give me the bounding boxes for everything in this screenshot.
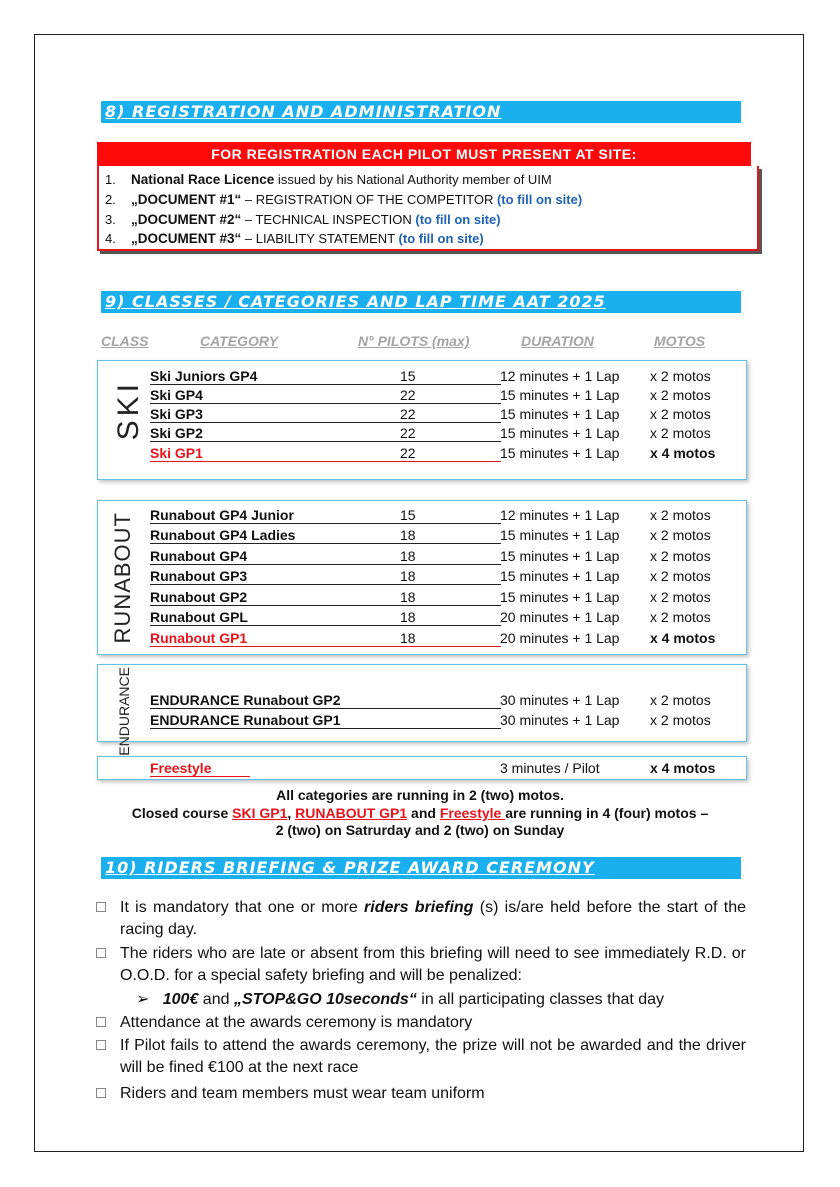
table-row: ENDURANCE Runabout GP2 30 minutes + 1 Lap x 2 motos bbox=[150, 692, 711, 708]
checkbox-icon bbox=[96, 948, 106, 958]
note-line-3: 2 (two) on Satrurday and 2 (two) on Sunday bbox=[275, 822, 565, 838]
registration-item: 2. „DOCUMENT #1“ – REGISTRATION OF THE COMPETITOR (to fill on site) bbox=[105, 192, 583, 207]
note-line-1: All categories are running in 2 (two) motos. bbox=[276, 787, 564, 803]
checkbox-icon bbox=[96, 902, 106, 912]
note-line-2: Closed course SKI GP1, RUNABOUT GP1 and Freestyle are running in 4 (four) motos – bbox=[131, 805, 709, 821]
table-row: Freestyle 3 minutes / Pilot x 4 motos bbox=[150, 760, 716, 776]
checkbox-icon bbox=[96, 1017, 106, 1027]
table-row: Runabout GP4 Ladies 18 15 minutes + 1 Lap x 2 motos bbox=[150, 527, 711, 543]
section-9-title: 9) CLASSES / CATEGORIES AND LAP TIME AAT 2025 bbox=[105, 292, 606, 311]
table-row: Runabout GP1 18 20 minutes + 1 Lap x 4 motos bbox=[150, 630, 716, 646]
section-8-title: 8) REGISTRATION AND ADMINISTRATION bbox=[105, 102, 502, 121]
registration-item: 3. „DOCUMENT #2“ – TECHNICAL INSPECTION (to fill on site) bbox=[105, 212, 501, 227]
checkbox-icon bbox=[96, 1040, 106, 1050]
column-motos: MOTOS bbox=[654, 333, 706, 349]
ski-class-label: SKI bbox=[112, 380, 145, 441]
table-row: Ski GP3 22 15 minutes + 1 Lap x 2 motos bbox=[150, 406, 711, 422]
table-row: Runabout GPL 18 20 minutes + 1 Lap x 2 motos bbox=[150, 609, 711, 625]
registration-list bbox=[97, 166, 759, 251]
table-row: Ski Juniors GP4 15 12 minutes + 1 Lap x 2 motos bbox=[150, 368, 711, 384]
list-item: It is mandatory that one or more riders briefing (s) is/are held before the start of the racing day. bbox=[96, 897, 746, 941]
runabout-class-label: RUNABOUT bbox=[110, 512, 135, 644]
table-row: ENDURANCE Runabout GP1 30 minutes + 1 Lap x 2 motos bbox=[150, 712, 711, 728]
section-8-header bbox=[101, 101, 741, 123]
penalty-sub-item: ➢ 100€ and „STOP&GO 10seconds“ in all participating classes that day bbox=[136, 991, 665, 1008]
registration-item: 4. „DOCUMENT #3“ – LIABILITY STATEMENT (to fill on site) bbox=[105, 231, 484, 246]
list-item: Riders and team members must wear team uniform bbox=[96, 1083, 746, 1105]
column-duration: DURATION bbox=[521, 333, 594, 349]
registration-banner bbox=[97, 142, 751, 166]
column-category: CATEGORY bbox=[200, 333, 279, 349]
table-row: Runabout GP4 Junior 15 12 minutes + 1 Lap x 2 motos bbox=[150, 507, 711, 523]
section-10-header bbox=[101, 857, 741, 879]
registration-item: 1. National Race Licence issued by his National Authority member of UIM bbox=[105, 172, 552, 187]
table-row: Runabout GP3 18 15 minutes + 1 Lap x 2 motos bbox=[150, 568, 711, 584]
list-item: The riders who are late or absent from this briefing will need to see immediately R.D. or O.O.D. for a special safety briefing and will be penalized: bbox=[96, 943, 746, 987]
arrow-icon: ➢ bbox=[136, 991, 150, 1008]
registration-banner-text: FOR REGISTRATION EACH PILOT MUST PRESENT AT SITE: bbox=[211, 146, 637, 162]
list-item: Attendance at the awards ceremony is mandatory bbox=[96, 1012, 746, 1034]
table-row: Runabout GP2 18 15 minutes + 1 Lap x 2 motos bbox=[150, 589, 711, 605]
column-pilots: N° PILOTS (max) bbox=[358, 333, 470, 349]
list-item: If Pilot fails to attend the awards ceremony, the prize will not be awarded and the driver will be fined €100 at the next race bbox=[96, 1035, 746, 1079]
table-row: Ski GP1 22 15 minutes + 1 Lap x 4 motos bbox=[150, 445, 716, 461]
column-class: CLASS bbox=[101, 333, 149, 349]
checkbox-icon bbox=[96, 1088, 106, 1098]
table-row: Ski GP2 22 15 minutes + 1 Lap x 2 motos bbox=[150, 425, 711, 441]
section-9-header bbox=[101, 291, 741, 313]
table-row: Runabout GP4 18 15 minutes + 1 Lap x 2 motos bbox=[150, 548, 711, 564]
table-row: Ski GP4 22 15 minutes + 1 Lap x 2 motos bbox=[150, 387, 711, 403]
section-10-title: 10) RIDERS BRIEFING & PRIZE AWARD CEREMONY bbox=[105, 858, 595, 877]
endurance-class-label: ENDURANCE bbox=[116, 667, 132, 756]
